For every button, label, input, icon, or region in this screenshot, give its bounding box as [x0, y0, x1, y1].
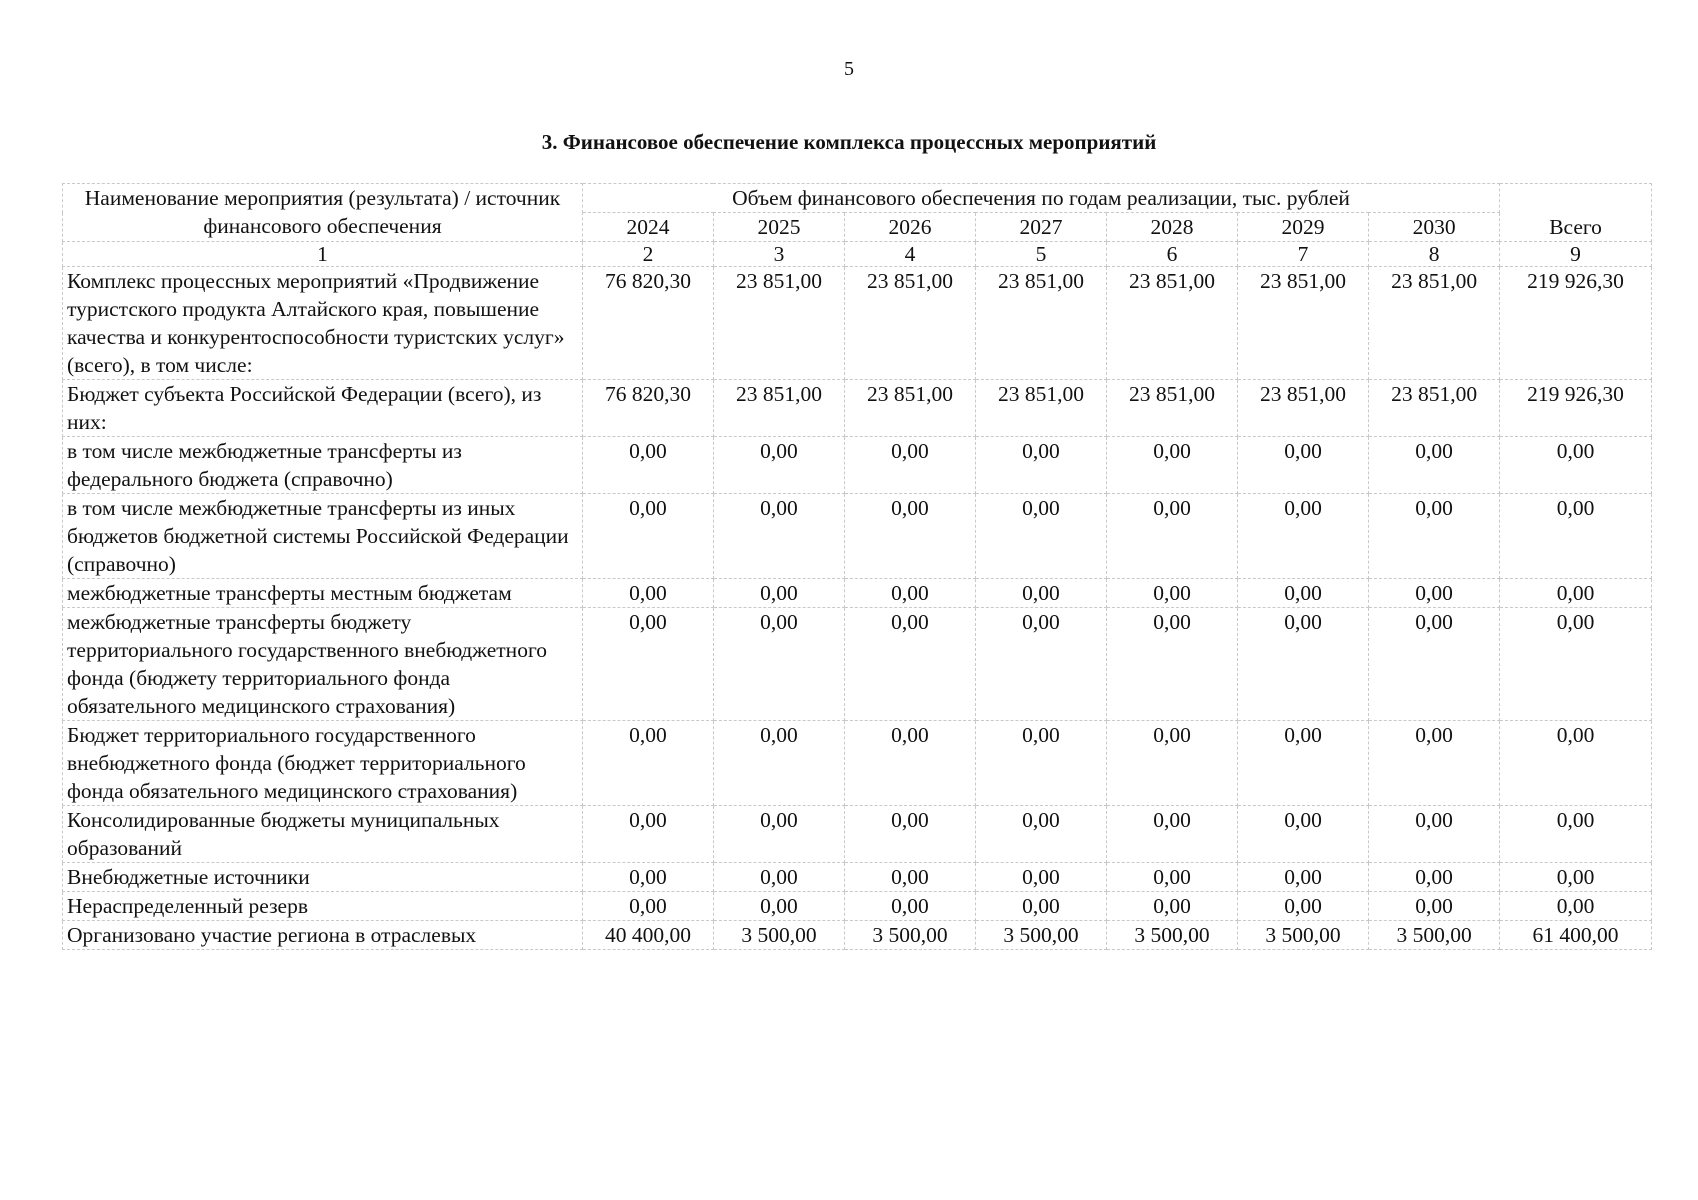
table-row: [63, 608, 1652, 721]
column-number: 6: [1107, 242, 1238, 267]
year-value-cell: 0,00: [1107, 892, 1238, 921]
table-row: [63, 892, 1652, 921]
year-value-cell: 3 500,00: [1238, 921, 1369, 950]
year-value-cell: 0,00: [975, 863, 1106, 892]
column-numbers-row: [63, 242, 1652, 267]
year-value-cell: 23 851,00: [844, 267, 975, 380]
row-name-cell: Нераспределенный резерв: [63, 892, 583, 921]
year-value-cell: 3 500,00: [844, 921, 975, 950]
year-value-cell: 0,00: [1107, 608, 1238, 721]
year-value-cell: 0,00: [582, 437, 713, 494]
page-number: 5: [844, 58, 854, 80]
total-value-cell: 0,00: [1500, 863, 1652, 892]
year-value-cell: 0,00: [713, 806, 844, 863]
year-value-cell: 23 851,00: [713, 380, 844, 437]
header-total-cell: Всего: [1500, 184, 1652, 242]
year-value-cell: 76 820,30: [582, 380, 713, 437]
table-row: [63, 267, 1652, 380]
year-value-cell: 0,00: [582, 608, 713, 721]
year-value-cell: 23 851,00: [1369, 267, 1500, 380]
row-name-cell: Внебюджетные источники: [63, 863, 583, 892]
year-value-cell: 0,00: [1369, 608, 1500, 721]
year-value-cell: 40 400,00: [582, 921, 713, 950]
year-value-cell: 76 820,30: [582, 267, 713, 380]
year-value-cell: 0,00: [844, 806, 975, 863]
year-value-cell: 0,00: [713, 579, 844, 608]
year-value-cell: 0,00: [1107, 494, 1238, 579]
year-value-cell: 3 500,00: [975, 921, 1106, 950]
year-header: 2026: [844, 213, 975, 242]
year-value-cell: 0,00: [582, 806, 713, 863]
total-value-cell: 0,00: [1500, 437, 1652, 494]
year-value-cell: 0,00: [713, 437, 844, 494]
year-value-cell: 0,00: [844, 579, 975, 608]
section-title: 3. Финансовое обеспечение комплекса процессных мероприятий: [541, 130, 1157, 154]
year-value-cell: 0,00: [582, 494, 713, 579]
column-number: 7: [1238, 242, 1369, 267]
total-value-cell: 219 926,30: [1500, 267, 1652, 380]
table-row: [63, 921, 1652, 950]
row-name-cell: Консолидированные бюджеты муниципальных образований: [63, 806, 583, 863]
year-value-cell: 0,00: [975, 892, 1106, 921]
year-value-cell: 0,00: [1107, 579, 1238, 608]
year-value-cell: 0,00: [713, 494, 844, 579]
year-value-cell: 0,00: [1238, 437, 1369, 494]
year-value-cell: 3 500,00: [1369, 921, 1500, 950]
table-row: [63, 494, 1652, 579]
year-value-cell: 0,00: [975, 579, 1106, 608]
column-number: 2: [582, 242, 713, 267]
year-value-cell: 0,00: [1369, 892, 1500, 921]
financing-table: [62, 183, 1652, 950]
year-value-cell: 3 500,00: [713, 921, 844, 950]
year-value-cell: 0,00: [1369, 863, 1500, 892]
year-value-cell: 0,00: [975, 437, 1106, 494]
header-name-cell: Наименование мероприятия (результата) / источник финансового обеспечения: [63, 184, 583, 242]
year-value-cell: 0,00: [975, 608, 1106, 721]
year-value-cell: 23 851,00: [1107, 380, 1238, 437]
table-row: [63, 380, 1652, 437]
year-value-cell: 3 500,00: [1107, 921, 1238, 950]
year-header: 2030: [1369, 213, 1500, 242]
column-number: 8: [1369, 242, 1500, 267]
total-value-cell: 0,00: [1500, 892, 1652, 921]
year-value-cell: 0,00: [1238, 806, 1369, 863]
table-row: [63, 579, 1652, 608]
year-value-cell: 0,00: [1238, 863, 1369, 892]
total-value-cell: 0,00: [1500, 608, 1652, 721]
year-value-cell: 0,00: [844, 892, 975, 921]
year-value-cell: 0,00: [582, 892, 713, 921]
year-value-cell: 23 851,00: [844, 380, 975, 437]
year-value-cell: 23 851,00: [975, 380, 1106, 437]
year-header: 2028: [1107, 213, 1238, 242]
year-header: 2027: [975, 213, 1106, 242]
column-number: 5: [975, 242, 1106, 267]
year-value-cell: 0,00: [582, 721, 713, 806]
year-value-cell: 0,00: [975, 721, 1106, 806]
table-row: [63, 437, 1652, 494]
row-name-cell: в том числе межбюджетные трансферты из федерального бюджета (справочно): [63, 437, 583, 494]
year-value-cell: 23 851,00: [1238, 267, 1369, 380]
total-value-cell: 219 926,30: [1500, 380, 1652, 437]
column-number: 4: [844, 242, 975, 267]
header-row-top: [63, 184, 1652, 213]
year-value-cell: 0,00: [713, 721, 844, 806]
year-value-cell: 0,00: [1238, 721, 1369, 806]
table-body: [63, 267, 1652, 950]
row-name-cell: межбюджетные трансферты местным бюджетам: [63, 579, 583, 608]
year-value-cell: 0,00: [844, 494, 975, 579]
total-value-cell: 0,00: [1500, 494, 1652, 579]
year-value-cell: 0,00: [1107, 806, 1238, 863]
year-value-cell: 0,00: [713, 863, 844, 892]
header-volume-cell: Объем финансового обеспечения по годам реализации, тыс. рублей: [582, 184, 1499, 213]
year-value-cell: 0,00: [1238, 494, 1369, 579]
year-value-cell: 0,00: [1369, 806, 1500, 863]
table-row: [63, 806, 1652, 863]
row-name-cell: в том числе межбюджетные трансферты из иных бюджетов бюджетной системы Российской Федерации (справочно): [63, 494, 583, 579]
year-value-cell: 23 851,00: [975, 267, 1106, 380]
year-value-cell: 0,00: [1369, 494, 1500, 579]
row-name-cell: Организовано участие региона в отраслевых: [63, 921, 583, 950]
row-name-cell: межбюджетные трансферты бюджету территориального государственного внебюджетного фонда (бюджету территориального фонда обязательного медицинского страхования): [63, 608, 583, 721]
total-value-cell: 61 400,00: [1500, 921, 1652, 950]
year-value-cell: 0,00: [582, 863, 713, 892]
column-number: 9: [1500, 242, 1652, 267]
year-value-cell: 0,00: [1238, 892, 1369, 921]
year-value-cell: 0,00: [1369, 437, 1500, 494]
year-value-cell: 0,00: [1107, 437, 1238, 494]
total-value-cell: 0,00: [1500, 579, 1652, 608]
year-value-cell: 0,00: [1107, 721, 1238, 806]
row-name-cell: Комплекс процессных мероприятий «Продвижение туристского продукта Алтайского края, повышение качества и конкурентоспособности туристских услуг» (всего), в том числе:: [63, 267, 583, 380]
year-value-cell: 0,00: [975, 494, 1106, 579]
year-value-cell: 0,00: [844, 863, 975, 892]
column-number: 3: [713, 242, 844, 267]
year-header: 2025: [713, 213, 844, 242]
total-value-cell: 0,00: [1500, 721, 1652, 806]
year-value-cell: 0,00: [713, 608, 844, 721]
year-value-cell: 0,00: [844, 721, 975, 806]
row-name-cell: Бюджет территориального государственного внебюджетного фонда (бюджет территориального фонда обязательного медицинского страхования): [63, 721, 583, 806]
year-value-cell: 23 851,00: [713, 267, 844, 380]
total-value-cell: 0,00: [1500, 806, 1652, 863]
year-header: 2024: [582, 213, 713, 242]
year-header: 2029: [1238, 213, 1369, 242]
year-value-cell: 23 851,00: [1107, 267, 1238, 380]
year-value-cell: 0,00: [1238, 608, 1369, 721]
year-value-cell: 0,00: [1107, 863, 1238, 892]
year-value-cell: 0,00: [713, 892, 844, 921]
table-row: [63, 721, 1652, 806]
row-name-cell: Бюджет субъекта Российской Федерации (всего), из них:: [63, 380, 583, 437]
table-row: [63, 863, 1652, 892]
year-value-cell: 0,00: [1369, 721, 1500, 806]
year-value-cell: 0,00: [975, 806, 1106, 863]
year-value-cell: 0,00: [1369, 579, 1500, 608]
year-value-cell: 0,00: [582, 579, 713, 608]
year-value-cell: 23 851,00: [1369, 380, 1500, 437]
year-value-cell: 0,00: [1238, 579, 1369, 608]
year-value-cell: 0,00: [844, 437, 975, 494]
year-value-cell: 0,00: [844, 608, 975, 721]
year-value-cell: 23 851,00: [1238, 380, 1369, 437]
column-number: 1: [63, 242, 583, 267]
